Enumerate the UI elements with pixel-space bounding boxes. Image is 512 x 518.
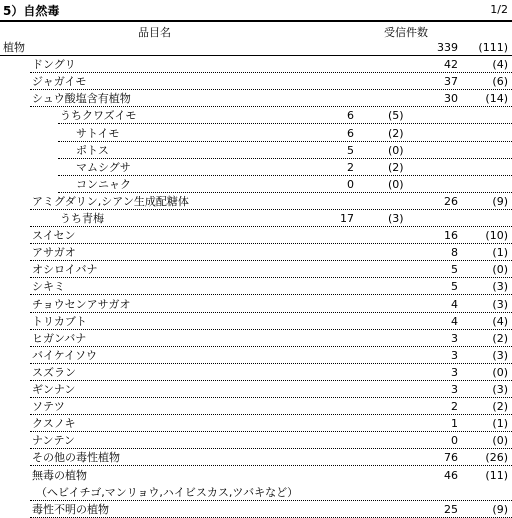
table-row	[0, 330, 512, 347]
item-name: うちクワズイモ	[60, 109, 137, 123]
item-name: コンニャク	[76, 177, 131, 191]
table-row	[0, 90, 512, 107]
total-count-paren: (3)	[492, 280, 508, 294]
header-item-name: 品目名	[138, 26, 171, 39]
page-number: 1/2	[490, 3, 508, 16]
total-count: 2	[451, 400, 458, 414]
total-count: 30	[444, 92, 458, 106]
item-name: シュウ酸塩含有植物	[32, 92, 131, 106]
table-row	[0, 347, 512, 364]
table-row	[0, 159, 512, 176]
total-count-paren: (4)	[492, 314, 508, 328]
total-count-paren: (4)	[492, 58, 508, 72]
sub-count: 0	[347, 177, 354, 191]
item-name: マムシグサ	[76, 160, 131, 174]
total-count: 5	[451, 263, 458, 277]
total-count: 1	[451, 417, 458, 431]
item-name: ソテツ	[32, 400, 65, 414]
table-row	[0, 193, 512, 210]
total-count-paren: (0)	[492, 434, 508, 448]
table-row	[0, 484, 512, 501]
total-count-paren: (9)	[492, 194, 508, 208]
sub-count-paren: (2)	[388, 160, 404, 174]
total-count-paren: (3)	[492, 348, 508, 362]
item-name: スイセン	[32, 229, 76, 243]
sub-count: 6	[347, 109, 354, 123]
item-name: ドングリ	[32, 58, 76, 72]
total-count: 4	[451, 297, 458, 311]
item-name: （ヘビイチゴ,マンリョウ,ハイビスカス,ツバキなど）	[36, 485, 299, 499]
sub-count-paren: (3)	[388, 212, 404, 225]
total-count-paren: (3)	[492, 297, 508, 311]
sub-count: 17	[340, 212, 354, 225]
table-row	[0, 381, 512, 398]
sub-count-paren: (0)	[388, 143, 404, 157]
total-count-paren: (3)	[492, 383, 508, 396]
item-name: アサガオ	[32, 246, 76, 260]
item-name: ギンナン	[32, 383, 76, 396]
table-row	[0, 73, 512, 90]
item-name: チョウセンアサガオ	[32, 297, 131, 311]
title-row	[0, 0, 512, 20]
table-row	[0, 56, 512, 73]
item-name: シキミ	[32, 280, 65, 294]
table-row	[0, 142, 512, 159]
table-row	[0, 501, 512, 518]
table-row	[0, 313, 512, 330]
item-name: ヒガンバナ	[32, 331, 87, 345]
table-row	[0, 415, 512, 432]
sub-count: 6	[347, 126, 354, 140]
item-name: その他の毒性植物	[32, 451, 120, 465]
sub-count-paren: (0)	[388, 177, 404, 191]
total-count: 76	[444, 451, 458, 465]
total-count-paren: (6)	[492, 75, 508, 89]
section-title: 5）自然毒	[3, 4, 60, 18]
item-name: 毒性不明の植物	[32, 502, 109, 516]
sub-count: 5	[347, 143, 354, 157]
item-name: 植物	[3, 41, 25, 54]
total-count: 3	[451, 348, 458, 362]
table-row	[0, 467, 512, 484]
total-count: 339	[437, 41, 458, 54]
total-count: 25	[444, 502, 458, 516]
table-row	[0, 449, 512, 466]
total-count-paren: (2)	[492, 400, 508, 414]
table-row	[0, 176, 512, 193]
item-name: オシロイバナ	[32, 263, 98, 277]
total-count-paren: (1)	[492, 417, 508, 431]
table-row	[0, 125, 512, 142]
total-count: 0	[451, 434, 458, 448]
total-count-paren: (0)	[492, 263, 508, 277]
total-count: 42	[444, 58, 458, 72]
total-count: 16	[444, 229, 458, 243]
table-header	[0, 22, 512, 39]
table-row	[0, 364, 512, 381]
sub-count-paren: (5)	[388, 109, 404, 123]
total-count: 37	[444, 75, 458, 89]
item-name: バイケイソウ	[32, 348, 98, 362]
total-count: 4	[451, 314, 458, 328]
table-row	[0, 432, 512, 449]
total-count-paren: (9)	[492, 502, 508, 516]
item-name: サトイモ	[76, 126, 120, 140]
total-count-paren: (14)	[485, 92, 508, 106]
sub-count-paren: (2)	[388, 126, 404, 140]
total-count: 3	[451, 383, 458, 396]
item-name: ポトス	[76, 143, 109, 157]
total-count-paren: (10)	[485, 229, 508, 243]
item-name: クスノキ	[32, 417, 76, 431]
total-count: 5	[451, 280, 458, 294]
sub-count: 2	[347, 160, 354, 174]
total-count-paren: (11)	[485, 468, 508, 482]
total-count-paren: (1)	[492, 246, 508, 260]
table-row	[0, 278, 512, 295]
table-row	[0, 398, 512, 415]
table-row	[0, 296, 512, 313]
table-row	[0, 210, 512, 227]
item-name: アミグダリン,シアン生成配糖体	[32, 194, 189, 208]
table-row	[0, 39, 512, 56]
table-row	[0, 244, 512, 261]
item-name: ジャガイモ	[32, 75, 87, 89]
total-count: 8	[451, 246, 458, 260]
table-row	[0, 227, 512, 244]
total-count-paren: (111)	[478, 41, 508, 54]
item-name: トリカブト	[32, 314, 87, 328]
item-name: 無毒の植物	[32, 468, 87, 482]
item-name: ナンテン	[32, 434, 75, 448]
item-name: うち青梅	[60, 212, 104, 225]
total-count: 46	[444, 468, 458, 482]
table-row	[0, 261, 512, 278]
header-received-count: 受信件数	[384, 26, 428, 39]
total-count: 3	[451, 365, 458, 379]
total-count: 3	[451, 331, 458, 345]
table-row	[0, 107, 512, 124]
total-count-paren: (2)	[492, 331, 508, 345]
total-count-paren: (0)	[492, 365, 508, 379]
item-name: スズラン	[32, 365, 76, 379]
total-count-paren: (26)	[485, 451, 508, 465]
total-count: 26	[444, 194, 458, 208]
